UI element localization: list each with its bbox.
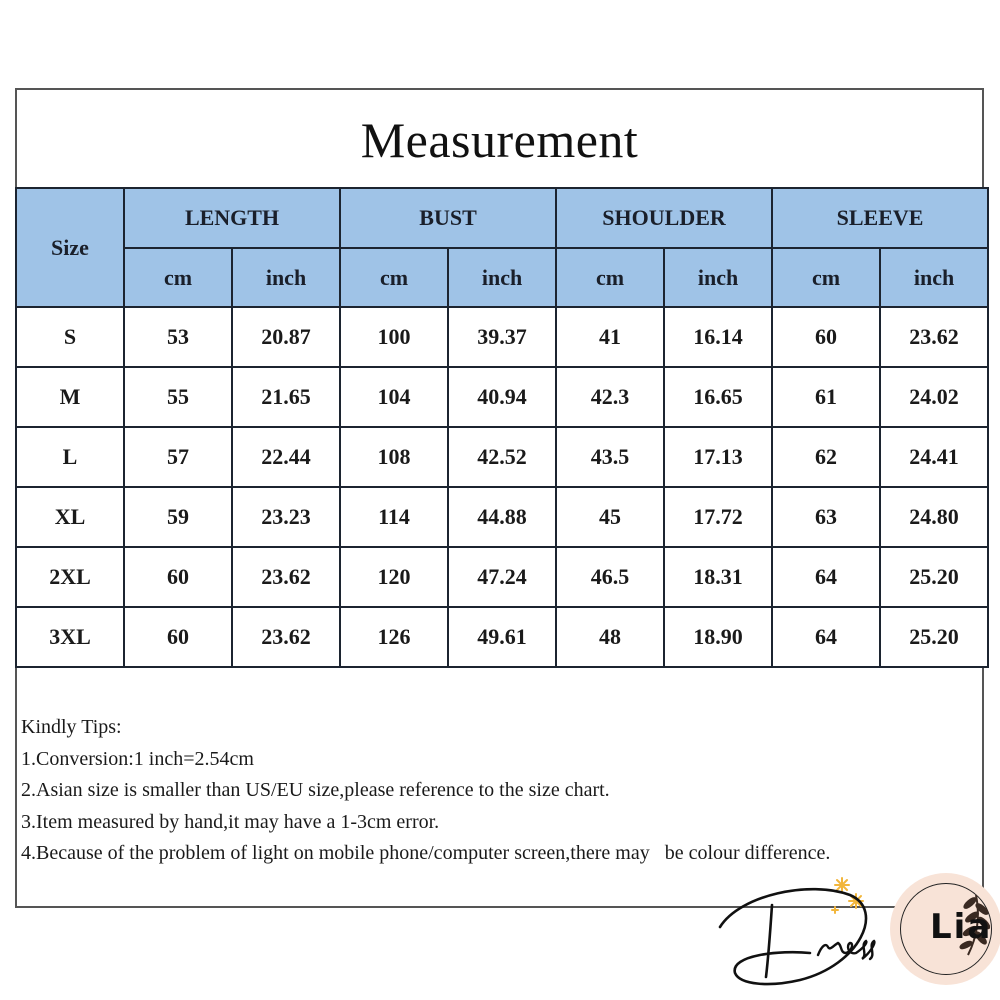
value-cell: 59 xyxy=(124,487,232,547)
value-cell: 24.02 xyxy=(880,367,988,427)
unit-header: cm xyxy=(556,248,664,307)
table-row xyxy=(16,547,988,607)
size-cell: 3XL xyxy=(16,607,124,667)
value-cell: 17.13 xyxy=(664,427,772,487)
value-cell: 25.20 xyxy=(880,547,988,607)
value-cell: 18.90 xyxy=(664,607,772,667)
table-row xyxy=(16,367,988,427)
value-cell: 17.72 xyxy=(664,487,772,547)
value-cell: 40.94 xyxy=(448,367,556,427)
table-row xyxy=(16,307,988,367)
tip-item: 1.Conversion:1 inch=2.54cm xyxy=(21,747,254,770)
value-cell: 53 xyxy=(124,307,232,367)
table-row xyxy=(16,487,988,547)
group-header-sleeve: SLEEVE xyxy=(772,188,988,248)
value-cell: 47.24 xyxy=(448,547,556,607)
size-cell: S xyxy=(16,307,124,367)
unit-header-row xyxy=(16,248,988,307)
value-cell: 42.3 xyxy=(556,367,664,427)
tips-heading: Kindly Tips: xyxy=(21,716,122,738)
table-row xyxy=(16,607,988,667)
value-cell: 114 xyxy=(340,487,448,547)
value-cell: 20.87 xyxy=(232,307,340,367)
value-cell: 23.62 xyxy=(232,547,340,607)
value-cell: 55 xyxy=(124,367,232,427)
tip-item: 4.Because of the problem of light on mobile phone/computer screen,there may be colour difference. xyxy=(21,842,831,864)
value-cell: 100 xyxy=(340,307,448,367)
tip-item: 2.Asian size is smaller than US/EU size,please reference to the size chart. xyxy=(21,779,610,801)
tip-item: 3.Item measured by hand,it may have a 1-3cm error. xyxy=(21,810,440,833)
value-cell: 24.80 xyxy=(880,487,988,547)
value-cell: 104 xyxy=(340,367,448,427)
value-cell: 18.31 xyxy=(664,547,772,607)
value-cell: 43.5 xyxy=(556,427,664,487)
kindly-tips xyxy=(21,712,830,870)
value-cell: 45 xyxy=(556,487,664,547)
value-cell: 64 xyxy=(772,547,880,607)
unit-header: cm xyxy=(772,248,880,307)
value-cell: 42.52 xyxy=(448,427,556,487)
value-cell: 16.65 xyxy=(664,367,772,427)
unit-header: inch xyxy=(664,248,772,307)
logo-bold-text: Lia xyxy=(930,907,993,947)
value-cell: 44.88 xyxy=(448,487,556,547)
value-cell: 23.62 xyxy=(880,307,988,367)
size-chart-table xyxy=(15,187,989,668)
chart-title: Measurement xyxy=(360,111,639,168)
size-cell: XL xyxy=(16,487,124,547)
group-header-bust: BUST xyxy=(340,188,556,248)
sparkle-icon xyxy=(832,878,863,913)
value-cell: 41 xyxy=(556,307,664,367)
value-cell: 49.61 xyxy=(448,607,556,667)
size-header: Size xyxy=(16,188,124,307)
value-cell: 120 xyxy=(340,547,448,607)
unit-header: cm xyxy=(340,248,448,307)
value-cell: 60 xyxy=(124,607,232,667)
value-cell: 21.65 xyxy=(232,367,340,427)
group-header-length: LENGTH xyxy=(124,188,340,248)
value-cell: 126 xyxy=(340,607,448,667)
value-cell: 22.44 xyxy=(232,427,340,487)
value-cell: 63 xyxy=(772,487,880,547)
value-cell: 60 xyxy=(772,307,880,367)
unit-header: cm xyxy=(124,248,232,307)
table-row xyxy=(16,427,988,487)
value-cell: 23.23 xyxy=(232,487,340,547)
value-cell: 25.20 xyxy=(880,607,988,667)
value-cell: 62 xyxy=(772,427,880,487)
value-cell: 108 xyxy=(340,427,448,487)
size-chart-frame xyxy=(15,88,984,908)
group-header-shoulder: SHOULDER xyxy=(556,188,772,248)
unit-header: inch xyxy=(448,248,556,307)
unit-header: inch xyxy=(880,248,988,307)
value-cell: 61 xyxy=(772,367,880,427)
value-cell: 48 xyxy=(556,607,664,667)
size-cell: 2XL xyxy=(16,547,124,607)
value-cell: 23.62 xyxy=(232,607,340,667)
value-cell: 64 xyxy=(772,607,880,667)
unit-header: inch xyxy=(232,248,340,307)
value-cell: 46.5 xyxy=(556,547,664,607)
dresslia-logo xyxy=(700,855,993,995)
value-cell: 57 xyxy=(124,427,232,487)
value-cell: 16.14 xyxy=(664,307,772,367)
value-cell: 24.41 xyxy=(880,427,988,487)
size-cell: M xyxy=(16,367,124,427)
group-header-row xyxy=(16,188,988,248)
value-cell: 39.37 xyxy=(448,307,556,367)
value-cell: 60 xyxy=(124,547,232,607)
size-cell: L xyxy=(16,427,124,487)
